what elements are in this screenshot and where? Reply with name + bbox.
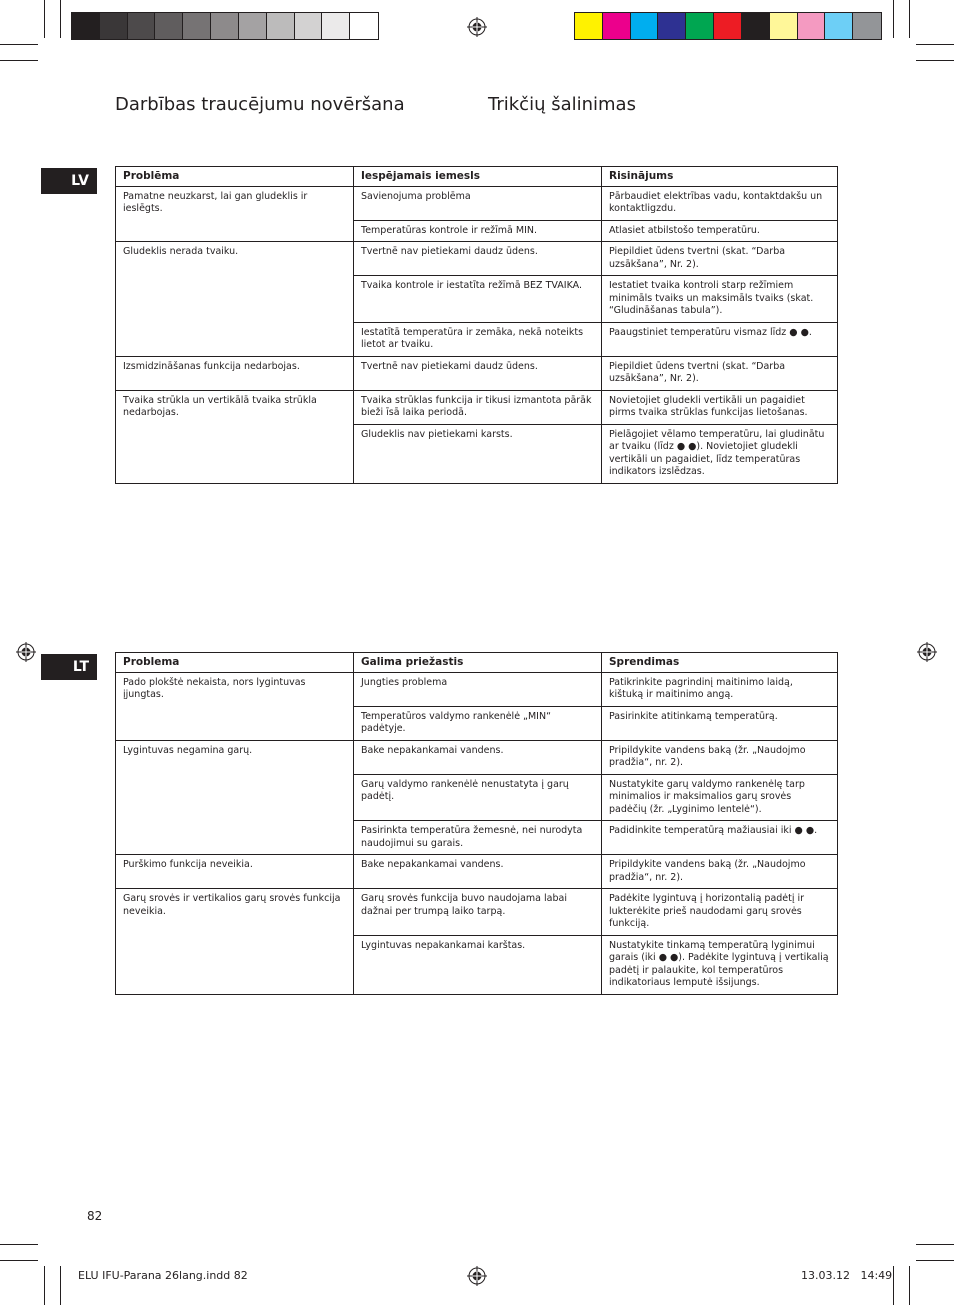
column-header-cause: Galima priežastis [354, 653, 602, 673]
table-row [116, 186, 838, 220]
crop-mark [916, 44, 954, 45]
crop-mark [909, 0, 910, 38]
crop-mark [0, 60, 38, 61]
solution-cell: Pārbaudiet elektrības vadu, kontaktdakšu un kontaktligzdu. [602, 186, 838, 220]
crop-mark [60, 1266, 61, 1305]
cause-cell: Pasirinkta temperatūra žemesnė, nei nurodyta naudojimui su garais. [354, 821, 602, 855]
problem-cell: Purškimo funkcija neveikia. [116, 855, 354, 889]
solution-cell: Pripildykite vandens baką (žr. „Naudojmo pradžia“, nr. 2). [602, 740, 838, 774]
cause-cell: Bake nepakankamai vandens. [354, 740, 602, 774]
language-tag-lt: LT [41, 654, 97, 680]
solution-cell: Padėkite lygintuvą į horizontalią padėtį ir lukterėkite prieš naudodami garų srovės funkciją. [602, 889, 838, 936]
page-number: 82 [87, 1209, 103, 1223]
solution-cell: Patikrinkite pagrindinį maitinimo laidą, kištuką ir maitinimo angą. [602, 672, 838, 706]
column-header-problem: Problema [116, 653, 354, 673]
color-swatch [658, 13, 686, 39]
color-swatch [128, 13, 156, 39]
crop-mark [916, 1244, 954, 1245]
crop-mark [0, 1260, 38, 1261]
solution-cell: Paaugstiniet temperatūru vismaz līdz ● ●. [602, 322, 838, 356]
language-tag-lv: LV [41, 168, 97, 194]
crop-mark [916, 60, 954, 61]
color-swatch [742, 13, 770, 39]
cause-cell: Tvertnē nav pietiekami daudz ūdens. [354, 356, 602, 390]
solution-cell: Iestatiet tvaika kontroli starp režīmiem minimāls tvaiks un maksimāls tvaiks (skat. “Gludināšanas tabula”). [602, 276, 838, 323]
cause-cell: Savienojuma problēma [354, 186, 602, 220]
solution-cell: Atlasiet atbilstošo temperatūru. [602, 220, 838, 242]
color-swatch [155, 13, 183, 39]
footer-file-name: ELU IFU-Parana 26lang.indd 82 [78, 1269, 248, 1282]
solution-cell: Nustatykite tinkamą temperatūrą lyginimui garais (iki ● ●). Padėkite lygintuvą į vertikalią padėtį ir palaukite, kol temperatūros indikatoriaus lemputė išsijungs. [602, 935, 838, 994]
crop-mark [44, 1266, 45, 1305]
table-row [116, 242, 838, 276]
process-color-bar [574, 12, 882, 40]
color-swatch [798, 13, 826, 39]
table-row [116, 855, 838, 889]
cause-cell: Garų srovės funkcija buvo naudojama labai dažnai per trumpą laiko tarpą. [354, 889, 602, 936]
color-swatch [183, 13, 211, 39]
cause-cell: Iestatītā temperatūra ir zemāka, nekā noteikts lietot ar tvaiku. [354, 322, 602, 356]
problem-cell: Pado plokštė nekaista, nors lygintuvas įjungtas. [116, 672, 354, 740]
cause-cell: Jungties problema [354, 672, 602, 706]
color-swatch [72, 13, 100, 39]
problem-cell: Tvaika strūkla un vertikālā tvaika strūkla nedarbojas. [116, 390, 354, 483]
solution-cell: Pripildykite vandens baką (žr. „Naudojmo pradžia“, nr. 2). [602, 855, 838, 889]
color-swatch [267, 13, 295, 39]
color-swatch [714, 13, 742, 39]
grayscale-color-bar [71, 12, 379, 40]
registration-mark-icon [467, 1266, 487, 1286]
table-row [116, 672, 838, 706]
heading-lt: Trikčių šalinimas [488, 94, 636, 115]
color-swatch [350, 13, 378, 39]
solution-cell: Piepildiet ūdens tvertni (skat. “Darba uzsākšana”, Nr. 2). [602, 356, 838, 390]
color-swatch [295, 13, 323, 39]
solution-cell: Pielāgojiet vēlamo temperatūru, lai gludinātu ar tvaiku (līdz ● ●). Novietojiet gludekli vertikāli un pagaidiet, līdz temperatūras indikators izslēdzas. [602, 424, 838, 483]
color-swatch [211, 13, 239, 39]
crop-mark [0, 1244, 38, 1245]
crop-mark [916, 1260, 954, 1261]
cause-cell: Gludeklis nav pietiekami karsts. [354, 424, 602, 483]
solution-cell: Novietojiet gludekli vertikāli un pagaidiet pirms tvaika strūklas funkcijas lietošanas. [602, 390, 838, 424]
table-row [116, 889, 838, 936]
cause-cell: Tvertnē nav pietiekami daudz ūdens. [354, 242, 602, 276]
color-swatch [853, 13, 881, 39]
cause-cell: Garų valdymo rankenėlė nenustatyta į garų padėtį. [354, 774, 602, 821]
table-row [116, 740, 838, 774]
crop-mark [909, 1266, 910, 1305]
column-header-problem: Problēma [116, 167, 354, 187]
troubleshooting-table-lv [115, 166, 838, 484]
cause-cell: Temperatūros valdymo rankenėlė „MIN“ padėtyje. [354, 706, 602, 740]
crop-mark [893, 1266, 894, 1305]
troubleshooting-table-lt [115, 652, 838, 995]
color-swatch [631, 13, 659, 39]
cause-cell: Tvaika strūklas funkcija ir tikusi izmantota pārāk bieži īsā laika periodā. [354, 390, 602, 424]
problem-cell: Pamatne neuzkarst, lai gan gludeklis ir ieslēgts. [116, 186, 354, 242]
problem-cell: Gludeklis nerada tvaiku. [116, 242, 354, 357]
cause-cell: Bake nepakankamai vandens. [354, 855, 602, 889]
cause-cell: Temperatūras kontrole ir režīmā MIN. [354, 220, 602, 242]
color-swatch [575, 13, 603, 39]
registration-mark-icon [917, 642, 937, 662]
column-header-solution: Sprendimas [602, 653, 838, 673]
color-swatch [100, 13, 128, 39]
solution-cell: Pasirinkite atitinkamą temperatūrą. [602, 706, 838, 740]
color-swatch [603, 13, 631, 39]
problem-cell: Lygintuvas negamina garų. [116, 740, 354, 855]
column-header-solution: Risinājums [602, 167, 838, 187]
registration-mark-icon [16, 642, 36, 662]
table-row [116, 356, 838, 390]
cause-cell: Lygintuvas nepakankamai karštas. [354, 935, 602, 994]
color-swatch [322, 13, 350, 39]
color-swatch [686, 13, 714, 39]
footer-date-time: 13.03.12 14:49 [801, 1269, 893, 1282]
cause-cell: Tvaika kontrole ir iestatīta režīmā BEZ TVAIKA. [354, 276, 602, 323]
crop-mark [44, 0, 45, 38]
problem-cell: Izsmidzināšanas funkcija nedarbojas. [116, 356, 354, 390]
solution-cell: Padidinkite temperatūrą mažiausiai iki ● ●. [602, 821, 838, 855]
table-row [116, 390, 838, 424]
crop-mark [60, 0, 61, 38]
problem-cell: Garų srovės ir vertikalios garų srovės funkcija neveikia. [116, 889, 354, 995]
color-swatch [770, 13, 798, 39]
registration-mark-icon [467, 17, 487, 37]
heading-lv: Darbības traucējumu novēršana [115, 94, 405, 115]
color-swatch [239, 13, 267, 39]
crop-mark [893, 0, 894, 38]
column-header-cause: Iespējamais iemesls [354, 167, 602, 187]
solution-cell: Nustatykite garų valdymo rankenėlę tarp minimalios ir maksimalios garų srovės padėčių (žr. „Lyginimo lentelė“). [602, 774, 838, 821]
crop-mark [0, 44, 38, 45]
color-swatch [825, 13, 853, 39]
solution-cell: Piepildiet ūdens tvertni (skat. “Darba uzsākšana”, Nr. 2). [602, 242, 838, 276]
